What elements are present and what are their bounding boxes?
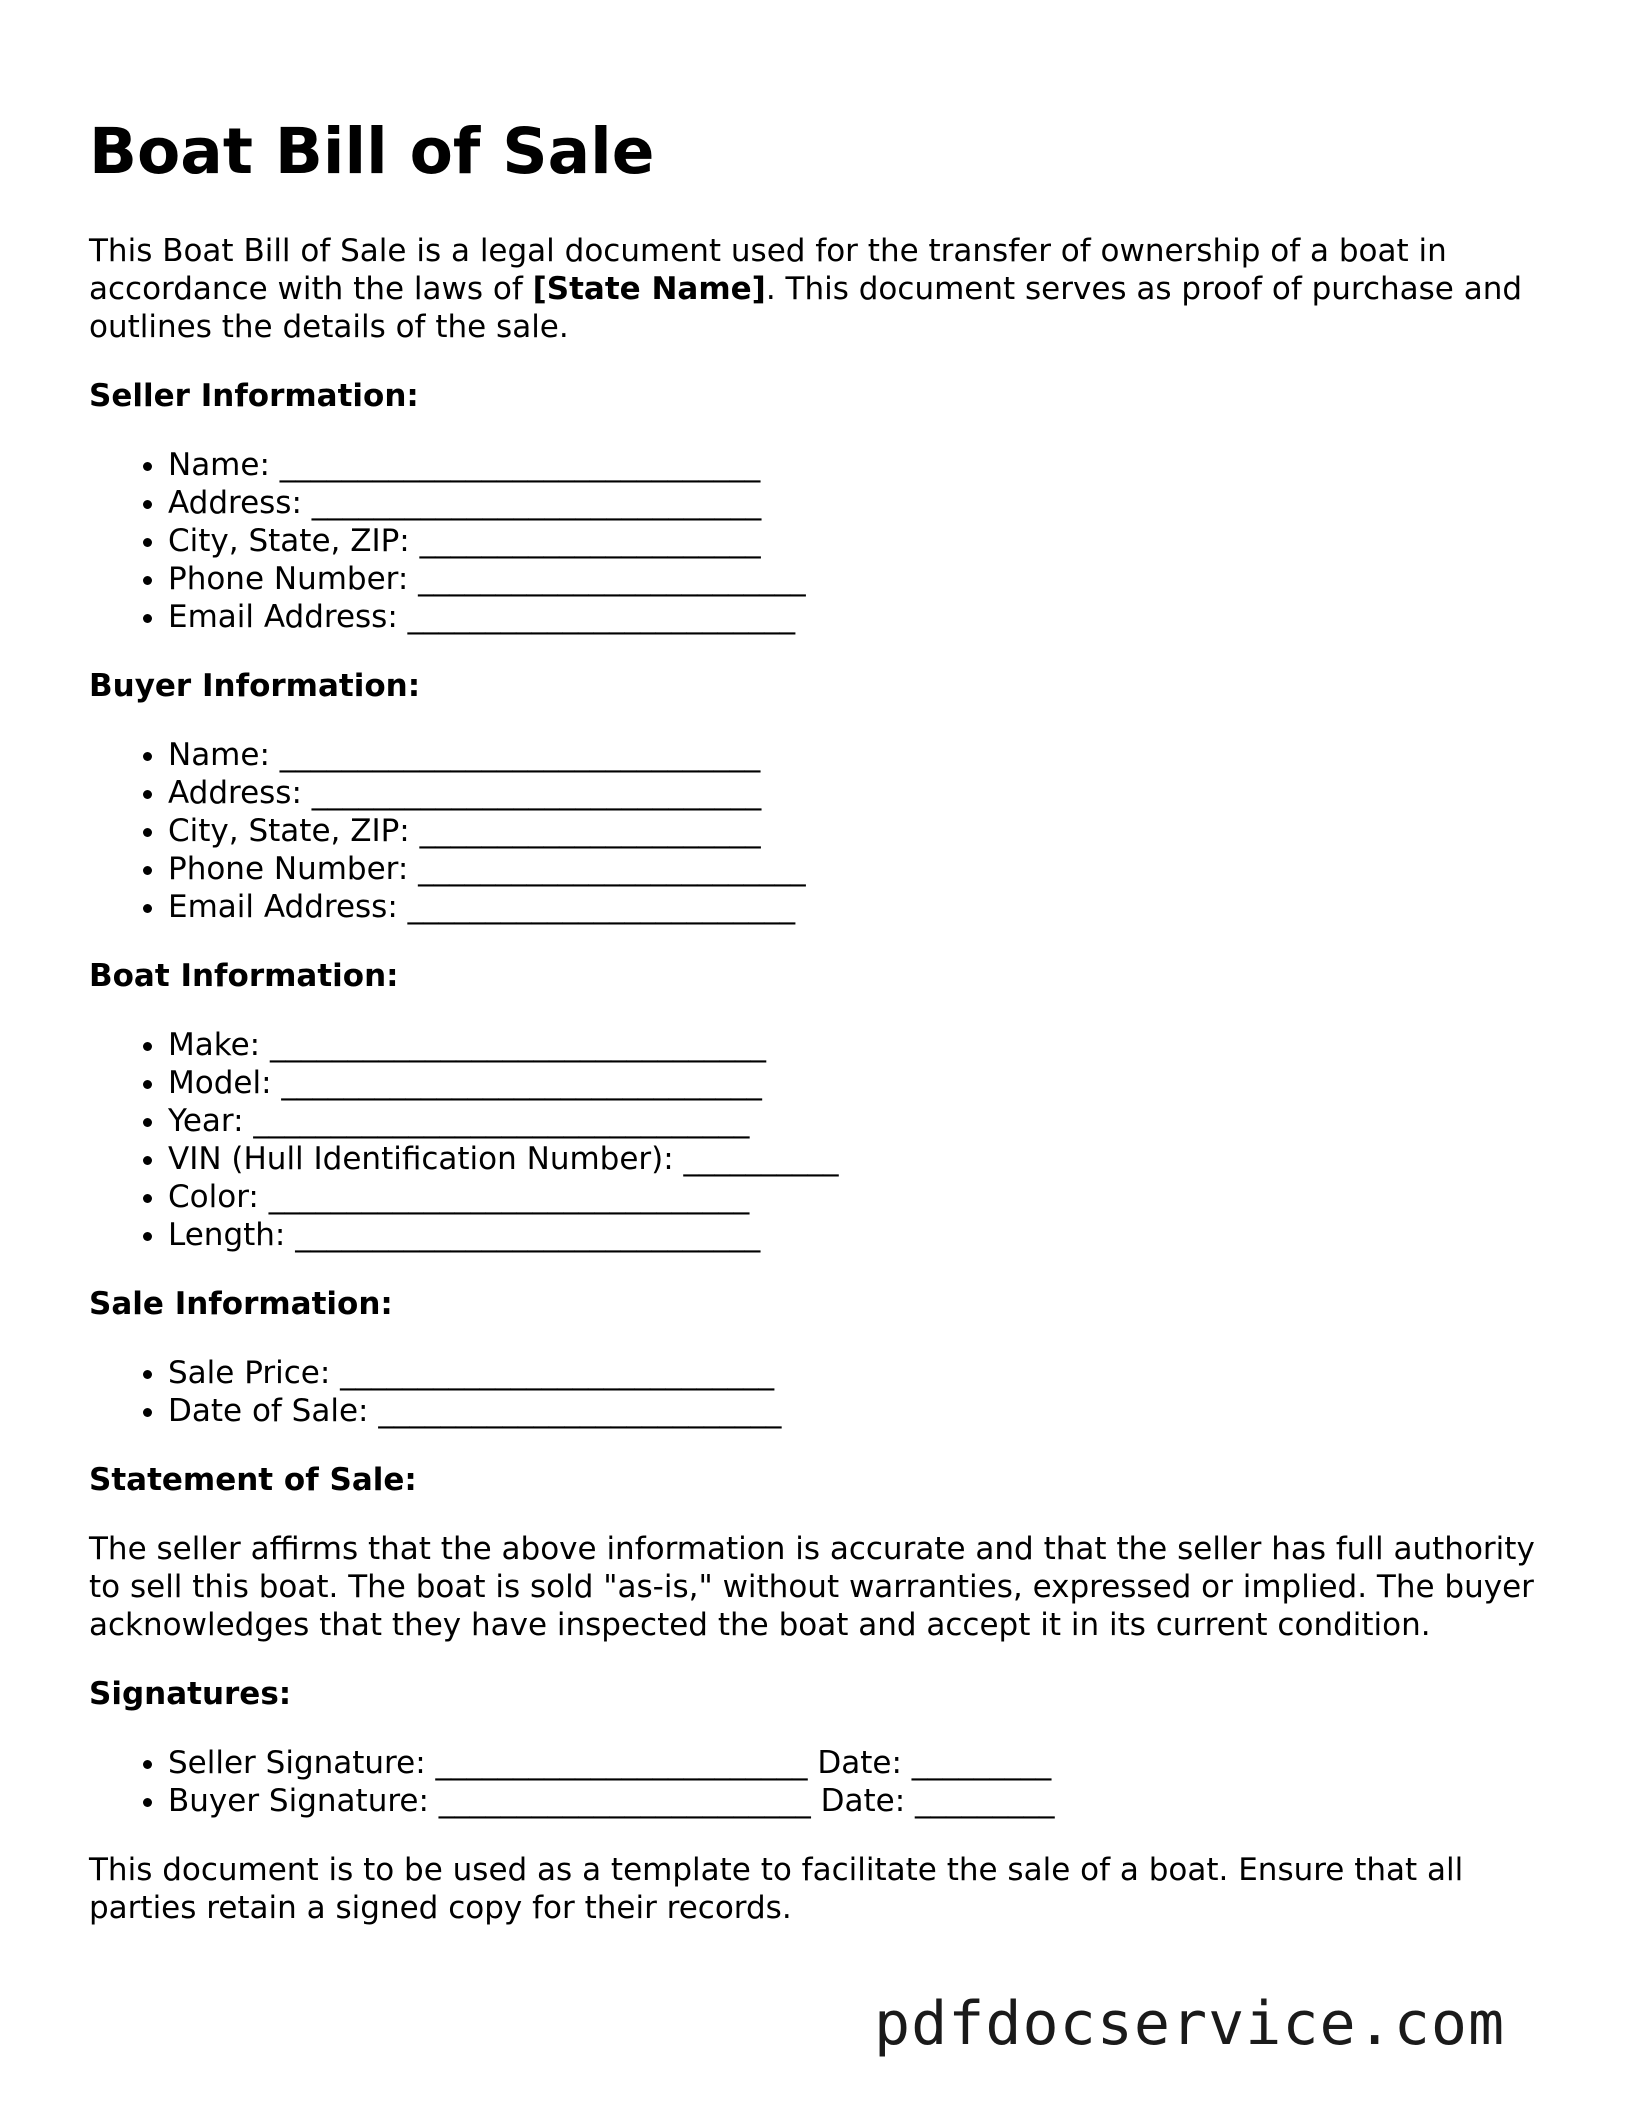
boat-color-field: • Color: _______________________________: [168, 1178, 1539, 1216]
buyer-address-field: • Address: _____________________________: [168, 774, 1539, 812]
sale-price-field: • Sale Price: ____________________________: [168, 1354, 1539, 1392]
document-body: [89, 232, 1539, 1927]
seller-signature-field: • Seller Signature: ________________________ Date: _________: [168, 1744, 1539, 1782]
sale-section-heading: Sale Information:: [89, 1286, 393, 1322]
buyer-signature-field: • Buyer Signature: ________________________ Date: _________: [168, 1782, 1539, 1820]
watermark-text: pdfdocservice.com: [874, 1989, 1506, 2059]
seller-field-list: [89, 446, 1539, 636]
boat-length-field: • Length: ______________________________: [168, 1216, 1539, 1254]
document-title: Boat Bill of Sale: [89, 115, 655, 188]
sale-field-list: [89, 1354, 1539, 1430]
state-name-placeholder: [State Name]: [532, 271, 766, 307]
seller-section-heading: Seller Information:: [89, 378, 419, 414]
seller-address-field: • Address: _____________________________: [168, 484, 1539, 522]
buyer-field-list: [89, 736, 1539, 926]
buyer-phone-field: • Phone Number: _________________________: [168, 850, 1539, 888]
buyer-name-field: • Name: _______________________________: [168, 736, 1539, 774]
buyer-city-state-zip-field: • City, State, ZIP: ______________________: [168, 812, 1539, 850]
boat-vin-field: • VIN (Hull Identification Number): __________: [168, 1140, 1539, 1178]
boat-section-heading: Boat Information:: [89, 958, 399, 994]
boat-field-list: [89, 1026, 1539, 1254]
boat-year-field: • Year: ________________________________: [168, 1102, 1539, 1140]
boat-model-field: • Model: _______________________________: [168, 1064, 1539, 1102]
buyer-email-field: • Email Address: _________________________: [168, 888, 1539, 926]
intro-text-before: This Boat Bill of Sale is a legal document used for the transfer of ownership of a boat in accordance with the laws of: [89, 233, 1447, 307]
buyer-section-heading: Buyer Information:: [89, 668, 421, 704]
seller-phone-field: • Phone Number: _________________________: [168, 560, 1539, 598]
sale-date-field: • Date of Sale: __________________________: [168, 1392, 1539, 1430]
signature-field-list: [89, 1744, 1539, 1820]
seller-email-field: • Email Address: _________________________: [168, 598, 1539, 636]
intro-text-after: . This document serves as proof of purchase and outlines the details of the sale.: [89, 271, 1523, 345]
seller-name-field: • Name: _______________________________: [168, 446, 1539, 484]
statement-section-heading: Statement of Sale:: [89, 1462, 417, 1498]
closing-paragraph: This document is to be used as a template to facilitate the sale of a boat. Ensure that all parties retain a signed copy for their records.: [89, 1852, 1464, 1926]
intro-paragraph: [89, 232, 1539, 346]
boat-make-field: • Make: ________________________________: [168, 1026, 1539, 1064]
signatures-section-heading: Signatures:: [89, 1676, 292, 1712]
statement-paragraph: The seller affirms that the above information is accurate and that the seller has full authority to sell this boat. The boat is sold "as-is," without warranties, expressed or implied. The buyer acknowledges that they have inspected the boat and accept it in its current condition.: [89, 1531, 1535, 1643]
seller-city-state-zip-field: • City, State, ZIP: ______________________: [168, 522, 1539, 560]
